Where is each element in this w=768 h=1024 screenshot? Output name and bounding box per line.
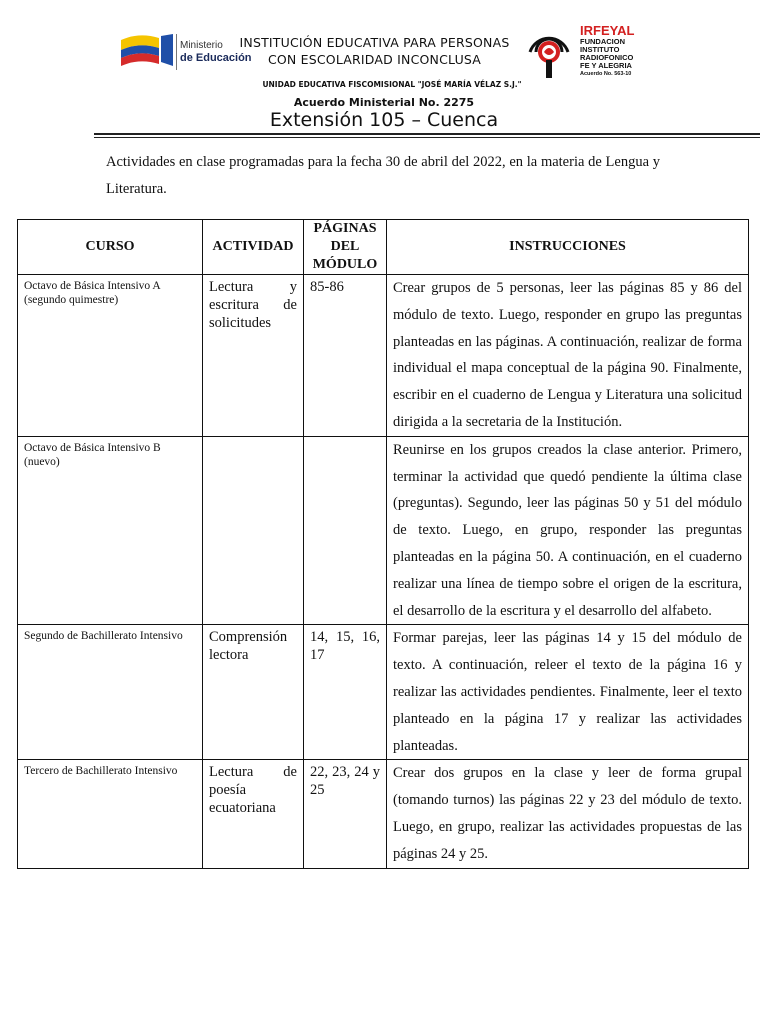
cell-curso: Segundo de Bachillerato Intensivo: [18, 625, 203, 760]
cell-paginas: 22, 23, 24 y 25: [304, 760, 387, 868]
institution-line2: CON ESCOLARIDAD INCONCLUSA: [267, 52, 482, 67]
header-instrucciones: INSTRUCCIONES: [387, 220, 749, 275]
irfeyal-emblem-icon: [520, 22, 578, 80]
table-row: [18, 760, 749, 868]
cell-instrucciones: Formar parejas, leer las páginas 14 y 15 del módulo de texto. A continuación, releer el texto de la página 16 y realizar las actividades pendientes. Finalmente, leer el texto planteado en la página 17 y realizar las actividades planteadas.: [387, 625, 749, 760]
institution-title: [232, 34, 517, 68]
irfeyal-line5: Acuerdo No. 563-10: [580, 71, 632, 77]
ecuador-flag-icon: [119, 32, 174, 68]
irfeyal-line1: FUNDACION: [580, 37, 625, 46]
header-paginas-line3: MÓDULO: [312, 257, 378, 272]
document-header: [0, 0, 768, 140]
activities-table: [17, 219, 749, 869]
cell-instrucciones: Crear grupos de 5 personas, leer las páginas 85 y 86 del módulo de texto. Luego, responder en grupo las preguntas planteadas en las páginas. A continuación, realizar de forma individual el mapa conceptual de la página 90. Finalmente, escribir en el cuaderno de Lengua y Literatura una solicitud dirigida a la secretaria de la Institución.: [387, 275, 749, 437]
ministerio-line1: Ministerio: [180, 40, 223, 51]
ministerio-line2: de Educación: [180, 52, 252, 64]
cell-paginas: 14, 15, 16, 17: [304, 625, 387, 760]
cell-actividad: [203, 436, 304, 625]
table-header-row: [18, 220, 749, 275]
header-actividad: ACTIVIDAD: [203, 220, 304, 275]
irfeyal-logo: [518, 22, 658, 80]
irfeyal-text: [580, 24, 634, 78]
header-curso: CURSO: [18, 220, 203, 275]
header-paginas-line2: DEL: [330, 239, 360, 254]
cell-actividad: Lectura de poesía ecuatoriana: [203, 760, 304, 868]
header-rule-thick: [94, 133, 760, 135]
institution-line1: INSTITUCIÓN EDUCATIVA PARA PERSONAS: [239, 35, 510, 50]
irfeyal-line3: RADIOFONICO: [580, 53, 634, 62]
cell-curso: Tercero de Bachillerato Intensivo: [18, 760, 203, 868]
logo-divider: [176, 34, 177, 70]
intro-paragraph: Actividades en clase programadas para la fecha 30 de abril del 2022, en la materia de Lengua y Literatura.: [106, 154, 660, 197]
acuerdo-ministerial: Acuerdo Ministerial No. 2275: [293, 96, 475, 109]
cell-curso: Octavo de Básica Intensivo A (segundo quimestre): [18, 275, 203, 437]
cell-paginas: 85-86: [304, 275, 387, 437]
cell-curso: Octavo de Básica Intensivo B (nuevo): [18, 436, 203, 625]
header-rule-thin: [94, 137, 760, 138]
irfeyal-line4: FE Y ALEGRIA: [580, 61, 632, 70]
cell-instrucciones: Reunirse en los grupos creados la clase anterior. Primero, terminar la actividad que quedó pendiente la última clase (preguntas). Segundo, leer las páginas 50 y 51 del módulo de texto. Luego, en grupo, responder las preguntas planteadas en la página 50. A continuación, en el cuaderno realizar una línea de tiempo sobre el origen de la escritura, el desarrollo de la escritura y el desarrollo del alfabeto.: [387, 436, 749, 625]
cell-actividad: Lectura y escritura de solicitudes: [203, 275, 304, 437]
irfeyal-title: IRFEYAL: [580, 23, 635, 38]
extension-title: Extensión 105 – Cuenca: [269, 109, 499, 131]
cell-actividad: Comprensión lectora: [203, 625, 304, 760]
table-row: [18, 275, 749, 437]
unidad-educativa: UNIDAD EDUCATIVA FISCOMISIONAL "JOSÉ MARÍA VÉLAZ S.J.": [262, 80, 522, 89]
table-row: [18, 625, 749, 760]
header-paginas: [304, 220, 387, 275]
header-paginas-line1: PÁGINAS: [313, 221, 377, 236]
table-row: [18, 436, 749, 625]
cell-instrucciones: Crear dos grupos en la clase y leer de forma grupal (tomando turnos) las páginas 22 y 23 del módulo de texto. Luego, en grupo, realizar las actividades propuestas de las páginas 24 y 25.: [387, 760, 749, 868]
cell-paginas: [304, 436, 387, 625]
irfeyal-line2: INSTITUTO: [580, 45, 620, 54]
